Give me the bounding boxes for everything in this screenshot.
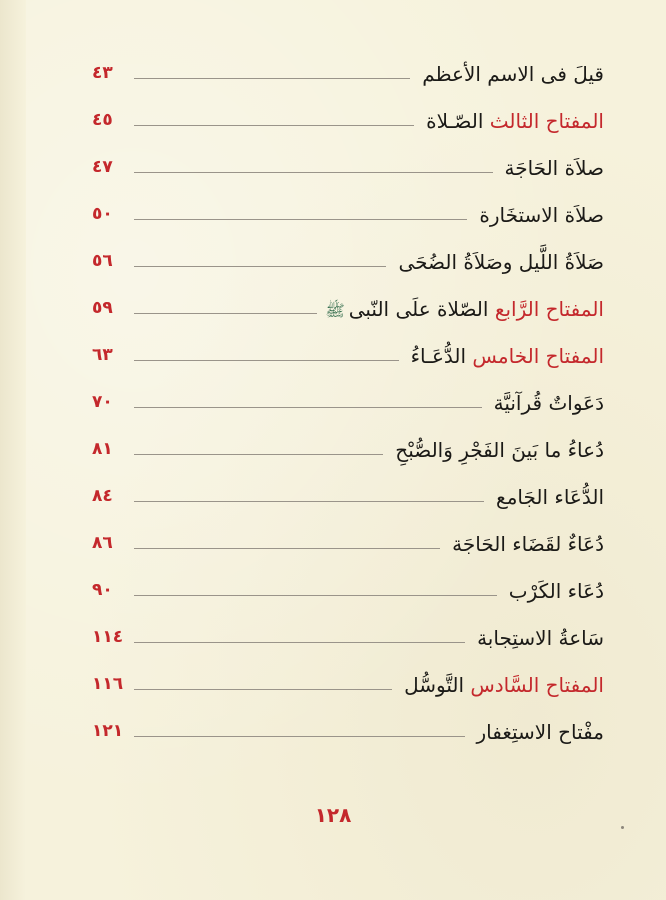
toc-entry-page-number: ١١٤: [92, 627, 124, 647]
toc-entry: [92, 708, 604, 755]
toc-entry: [92, 473, 604, 520]
toc-entry: [92, 50, 604, 97]
toc-entry-key: المفتاح الثالث: [489, 108, 604, 133]
toc-entry-key: المفتاح السَّادس: [470, 672, 604, 697]
toc-leader-line: [134, 501, 484, 502]
toc-entry-text: صَلاَةُ اللَّيل وصَلاَةُ الضُحَى: [398, 249, 604, 274]
toc-leader-line: [134, 125, 414, 126]
toc-entry-text: سَاعةُ الاستِجابة: [477, 625, 604, 650]
toc-leader-line: [134, 689, 392, 690]
toc-leader-line: [134, 548, 440, 549]
toc-entry-title: [467, 202, 604, 227]
toc-entry-page-number: ١١٦: [92, 674, 124, 694]
toc-leader-line: [134, 407, 482, 408]
toc-entry-text: دَعَواتٌ قُرآنيَّة: [493, 390, 604, 415]
toc-entry-honorific: ﷺ: [325, 300, 345, 320]
toc-entry: [92, 238, 604, 285]
toc-entry-key: المفتاح الخامس: [472, 343, 604, 368]
toc-entry-page-number: ٥٦: [92, 251, 113, 271]
toc-entry-page-number: ٤٥: [92, 110, 113, 130]
toc-entry-page-number: ٧٠: [92, 392, 113, 412]
toc-entry-text: صلاَة الحَاجَة: [504, 155, 604, 180]
toc-entry-page-number: ٤٣: [92, 63, 113, 83]
toc-entry: [92, 426, 604, 473]
toc-leader-line: [134, 266, 386, 267]
toc-entry-text: الصّلاة علَى النّبى: [348, 296, 489, 321]
toc-entry-page-number: ١٢١: [92, 721, 124, 741]
toc-entry-text: الدُّعَاء الجَامع: [496, 484, 604, 509]
toc-leader-line: [134, 78, 410, 79]
toc-entry: [92, 97, 604, 144]
toc-entry-title: [392, 672, 604, 697]
toc-entry: [92, 191, 604, 238]
toc-entry-key: المفتاح الرَّابع: [494, 296, 604, 321]
toc-entry-text: دُعَاء الكَرْب: [508, 578, 604, 603]
toc-leader-line: [134, 642, 465, 643]
toc-entry-text: التَّوسُّل: [404, 672, 464, 697]
toc-entry-title: [410, 61, 604, 86]
toc-entry: [92, 332, 604, 379]
toc-entry-page-number: ٨٦: [92, 533, 113, 553]
toc-entry-title: [440, 531, 604, 556]
page-number-footer: ١٢٨: [314, 803, 352, 827]
toc-leader-line: [134, 219, 467, 220]
toc-leader-line: [134, 736, 465, 737]
toc-entry-title: [484, 484, 604, 509]
toc-entry: [92, 144, 604, 191]
paper-speck: [621, 826, 624, 829]
toc-entry: [92, 567, 604, 614]
toc-leader-line: [134, 595, 497, 596]
toc-entry-page-number: ٨١: [92, 439, 113, 459]
toc-leader-line: [134, 313, 317, 314]
toc-entry-text: دُعَاءٌ لقَضَاء الحَاجَة: [452, 531, 604, 556]
toc-entry: [92, 285, 604, 332]
toc-entry-page-number: ٩٠: [92, 580, 113, 600]
toc-entry-title: [493, 155, 605, 180]
toc-entry: [92, 379, 604, 426]
toc-entry-page-number: ٦٣: [92, 345, 113, 365]
toc-entry-text: الصّـلاة: [426, 108, 484, 133]
toc-leader-line: [134, 172, 493, 173]
toc-leader-line: [134, 454, 383, 455]
toc-entry-page-number: ٥٩: [92, 298, 113, 318]
toc-entry: [92, 614, 604, 661]
toc-entry-title: [383, 437, 604, 462]
toc-entry-title: [482, 390, 604, 415]
toc-entry-text: مفْتاح الاستِغفار: [476, 719, 604, 744]
toc-entry: [92, 520, 604, 567]
toc-entry-text: دُعاءُ ما بَينَ الفَجْرِ وَالصُّبْحِ: [395, 437, 604, 462]
page-gutter: [0, 0, 26, 900]
toc-entry-title: [414, 108, 604, 133]
toc-entry-page-number: ٤٧: [92, 157, 113, 177]
toc-entry-title: [465, 719, 605, 744]
toc-entry-title: [399, 343, 604, 368]
toc-entry: [92, 661, 604, 708]
toc-entry-text: قيلَ فى الاسم الأعظم: [422, 61, 604, 86]
toc-entry-text: الدُّعَـاءُ: [410, 343, 467, 368]
toc-entry-page-number: ٨٤: [92, 486, 113, 506]
toc-entry-title: [465, 625, 604, 650]
toc-entry-text: صلاَة الاستخَارة: [479, 202, 604, 227]
toc-entry-title: [386, 249, 604, 274]
table-of-contents: [92, 50, 604, 755]
toc-entry-page-number: ٥٠: [92, 204, 113, 224]
toc-entry-title: [497, 578, 604, 603]
toc-entry-title: [317, 296, 604, 321]
toc-leader-line: [134, 360, 399, 361]
